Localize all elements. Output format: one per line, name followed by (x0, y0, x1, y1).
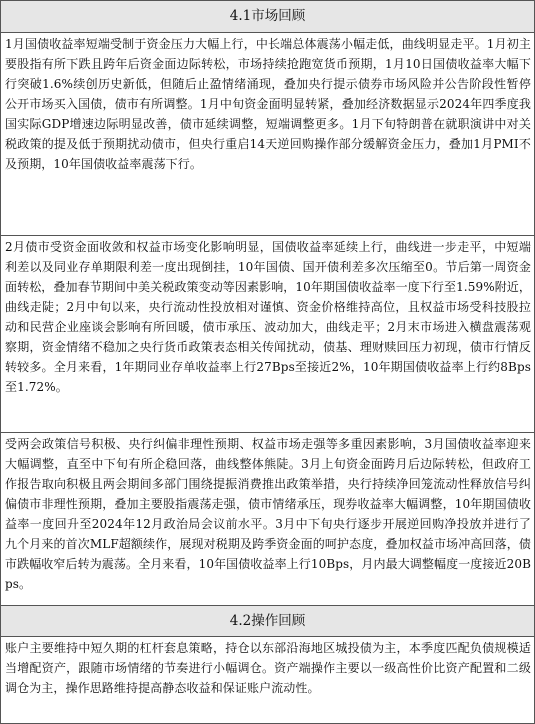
market-review-paragraph-february: 2月债市受资金面收敛和权益市场变化影响明显，国债收益率延续上行，曲线进一步走平，中短端利差以及同业存单期限利差一度出现倒挂，10年国债、国开债利差多次压缩至0。节后第一周资金面转松，叠加春节期间中美关税政策变动等因素影响，10年期国债收益率一度下行至1.59%附近，曲线走陡；2月中旬以来，央行流动性投放相对谨慎、资金价格维持高位，且权益市场受科技股拉动和民营企业座谈会影响有所回暖，债市承压、波动加大，曲线走平；2月末市场进入横盘震荡观察期，资金情绪不稳加之央行货币政策表态相关传闻扰动，债基、理财赎回压力初现，债市行情反转较多。全月来看，1年期同业存单收益率上行27Bps至接近2%，10年期国债收益率上行约8Bps至1.72%。 (1, 235, 534, 432)
operation-review-paragraph: 账户主要维持中短久期的杠杆套息策略，持仓以东部沿海地区城投债为主，本季度匹配负债规模适当增配资产，跟随市场情绪的节奏进行小幅调仓。资产端操作主要以一级高性价比资产配置和二级调仓为主，操作思路维持提高静态收益和保证账户流动性。 (1, 636, 534, 723)
section-heading-operation-review: 4.2操作回顾 (1, 605, 534, 636)
section-heading-market-review: 4.1市场回顾 (1, 1, 534, 32)
market-review-paragraph-january: 1月国债收益率短端受制于资金压力大幅上行，中长端总体震荡小幅走低，曲线明显走平。1月初主要股指有所下跌且跨年后资金面边际转松，市场持续抢跑宽货币预期，1月10日国债收益率大幅下行突破1.6%续创历史新低，但随后止盈情绪涌现，叠加央行提示债券市场风险并公告阶段性暂停公开市场买入国债，债市有所调整。1月中旬资金面明显转紧，叠加经济数据显示2024年四季度我国实际GDP增速边际明显改善，债市延续调整，短端调整更多。1月下旬特朗普在就职演讲中对关税政策的提及低于预期扰动债市，但央行重启14天逆回购操作部分缓解资金压力，叠加1月PMI不及预期，10年国债收益率震荡下行。 (1, 32, 534, 235)
market-review-paragraph-march: 受两会政策信号积极、央行纠偏非理性预期、权益市场走强等多重因素影响，3月国债收益率迎来大幅调整，直至中下旬有所企稳回落，曲线整体熊陡。3月上旬资金面跨月后边际转松，但政府工作报告取向积极且两会期间多部门围绕提振消费推出政策举措，央行持续净回笼流动性释放信号纠偏债市非理性预期，叠加主要股指震荡走强，债市情绪承压，现券收益率大幅调整，10年期国债收益率一度回升至2024年12月政治局会议前水平。3月中下旬央行逐步开展逆回购净投放并进行了九个月来的首次MLF超额续作，展现对税期及跨季资金面的呵护态度，叠加权益市场冲高回落，债市跌幅收窄后转为震荡。全月来看，10年国债收益率上行10Bps，月内最大调整幅度一度接近20Bps。 (1, 432, 534, 605)
